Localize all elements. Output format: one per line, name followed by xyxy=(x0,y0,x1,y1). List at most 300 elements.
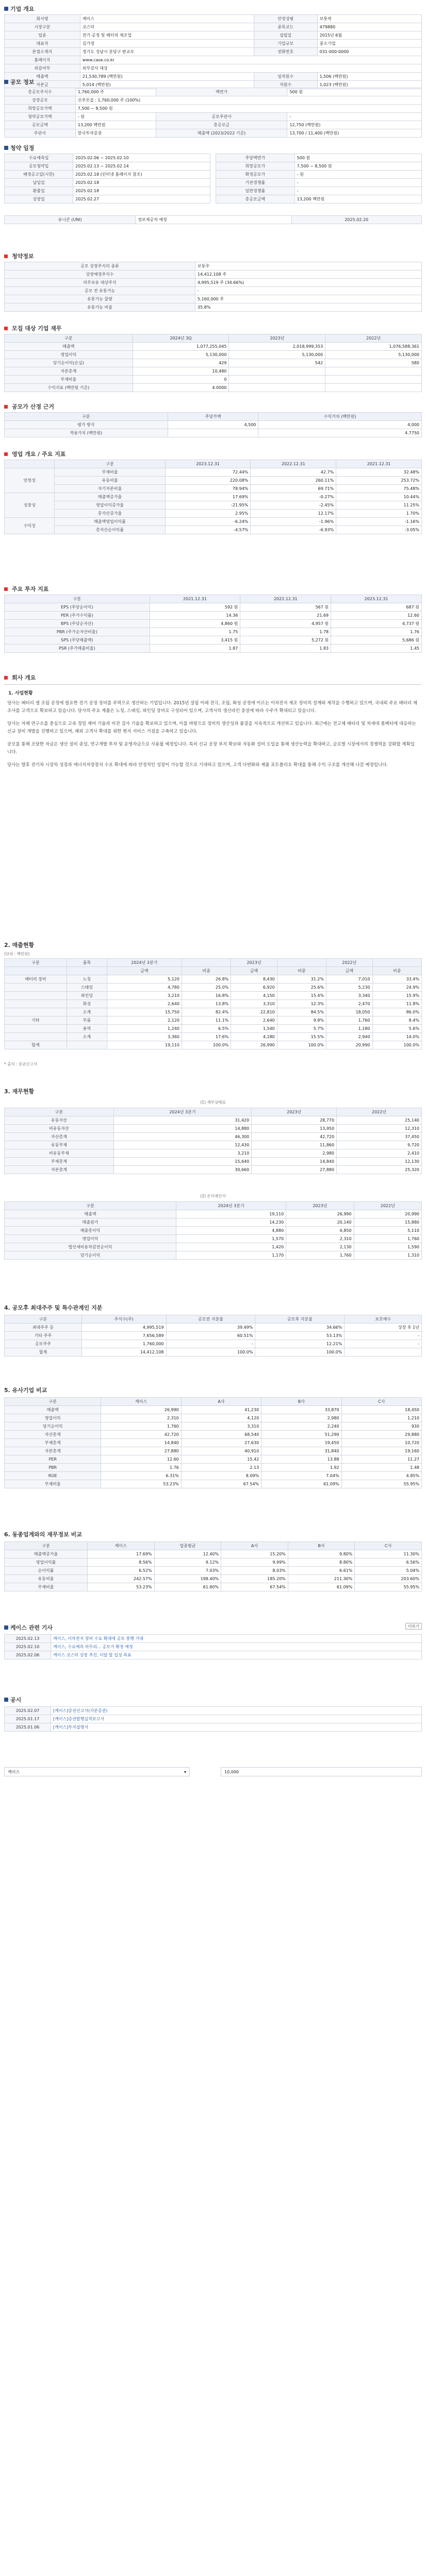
table-cell: 100.0% xyxy=(372,1041,421,1049)
row-label: 자본총계 xyxy=(5,1166,114,1174)
table-cell: 2.13 xyxy=(181,1464,261,1472)
business-paragraph: 당사는 향후 전기차 시장의 성장과 에너지저장장치 수요 확대에 따라 안정적인 성장이 가능할 것으로 기대하고 있으며, 고객 다변화와 제품 포트폴리오 확대를 통해 수익 구조를 개선해 나갈 예정입니다. xyxy=(7,762,388,768)
table-cell: 15,880 xyxy=(354,1218,421,1227)
row-label: 용역 xyxy=(67,1025,107,1033)
table-cell: 2.95% xyxy=(165,510,251,518)
section-title-offering: 공모 정보 xyxy=(4,77,34,87)
table-row xyxy=(5,1550,422,1558)
row-label: ROE xyxy=(5,1472,101,1480)
news-more-button[interactable]: 더보기 xyxy=(405,1623,422,1630)
table-cell: 2,940 xyxy=(326,1033,372,1041)
row-value: - xyxy=(195,287,421,295)
table-cell: 2,470 xyxy=(326,1000,372,1008)
table-cell: 25,140 xyxy=(337,1116,422,1125)
bs-table xyxy=(4,1108,422,1174)
row-label: 매출액 xyxy=(5,1406,101,1414)
table-cell: 60.51% xyxy=(166,1332,255,1340)
table-cell: 12.17% xyxy=(251,510,336,518)
row-value: 1,023 (백만원) xyxy=(317,81,421,89)
table-cell: 16.8% xyxy=(182,992,231,1000)
table-row xyxy=(5,493,422,501)
row-label: 상장일 xyxy=(5,195,73,204)
table-cell: 21.69 xyxy=(240,612,331,620)
news-row xyxy=(5,1643,422,1651)
bullet-icon xyxy=(4,255,8,258)
table-cell: 260.11% xyxy=(251,477,336,485)
row-label: 안정성평 xyxy=(254,15,317,23)
column-header: 수익가치 (백만원) xyxy=(258,413,422,421)
row-value: 경기도 성남시 분당구 판교로 xyxy=(80,48,254,56)
row-value: 13,700 / 11,400 (백만원) xyxy=(287,129,422,138)
table-row xyxy=(5,15,422,23)
table-row xyxy=(5,1575,422,1583)
row-label: 순이익률 xyxy=(5,1567,88,1575)
column-header: B사 xyxy=(261,1398,341,1406)
column-header: 주식수(주) xyxy=(81,1315,166,1324)
row-label: 매출원가 xyxy=(5,1218,176,1227)
column-header xyxy=(5,460,55,468)
table-cell xyxy=(325,376,422,384)
column-header: 업종평균 xyxy=(154,1542,221,1550)
table-cell: 5,230 xyxy=(326,984,372,992)
row-label: EPS (주당순이익) xyxy=(5,603,150,612)
table-cell: 100.0% xyxy=(255,1348,345,1357)
table-cell: 1,180 xyxy=(326,1025,372,1033)
news-link[interactable]: 케이스 코스닥 상장 추진, 이달 말 입성 목표 xyxy=(51,1651,422,1659)
news-row xyxy=(5,1651,422,1659)
row-label: 자산총계 xyxy=(5,1431,101,1439)
row-label: 수요예측일 xyxy=(5,154,73,162)
is-table xyxy=(4,1201,422,1260)
row-value: 35.8% xyxy=(195,303,421,312)
column-header: 금액 xyxy=(231,967,277,975)
column-header: 구분 xyxy=(55,460,165,468)
table-cell: 15.42 xyxy=(181,1455,261,1464)
table-cell: 1.70% xyxy=(336,510,422,518)
row-label: 부채비율 xyxy=(5,1480,101,1488)
row-label: 당기순이익(손실) xyxy=(5,359,133,367)
news-link[interactable]: 케이스, 수요예측 마무리… 공모가 확정 예정 xyxy=(51,1643,422,1651)
table-row xyxy=(5,1227,422,1235)
table-cell: 2,640 xyxy=(231,1016,277,1025)
header-row xyxy=(5,967,422,975)
table-cell: 4,150 xyxy=(231,992,277,1000)
column-header: 구분 xyxy=(5,1202,176,1210)
table-row xyxy=(5,1158,422,1166)
bullet-icon xyxy=(4,1625,8,1630)
table-cell: 27,630 xyxy=(181,1439,261,1447)
table-cell: 25.6% xyxy=(277,984,326,992)
table-cell: 6,920 xyxy=(231,984,277,992)
table-cell: 2,980 xyxy=(252,1149,337,1158)
row-label: 총공모금 xyxy=(156,121,287,129)
row-label: 기업규모 xyxy=(254,40,317,48)
table-cell: 3,210 xyxy=(113,1149,252,1158)
row-label: 매출액 xyxy=(5,343,133,351)
table-cell: 39.49% xyxy=(166,1324,255,1332)
table-cell: -6.24% xyxy=(165,518,251,526)
disclosure-link[interactable]: [케이스]증권발행실적보고서 xyxy=(51,1715,422,1723)
table-cell: 542 xyxy=(229,359,325,367)
table-cell xyxy=(345,1348,422,1357)
section-sales xyxy=(4,941,422,1075)
table-row xyxy=(5,1406,422,1414)
is-title: (2) 손익계산서 xyxy=(200,1194,226,1198)
company-select[interactable]: 케이스 ▾ xyxy=(4,1767,190,1776)
table-row xyxy=(5,1439,422,1447)
row-value: - xyxy=(294,187,421,195)
table-cell: 6.5% xyxy=(182,1025,231,1033)
table-row xyxy=(5,477,422,485)
group-label: 안정성 xyxy=(5,468,55,493)
table-cell: 3,340 xyxy=(326,992,372,1000)
disclosure-date: 2025.01.06 xyxy=(5,1723,51,1732)
bullet-icon xyxy=(4,80,8,84)
row-label: 총공모금액 xyxy=(216,195,295,204)
table-cell: 32.48% xyxy=(336,468,422,477)
table-cell xyxy=(229,367,325,376)
table-cell: 15.4% xyxy=(277,992,326,1000)
row-label: 자본총계 xyxy=(5,1447,101,1455)
table-row xyxy=(5,1447,422,1455)
table-cell xyxy=(229,376,325,384)
table-cell: 10.44% xyxy=(336,493,422,501)
table-cell: 84.5% xyxy=(277,1008,326,1016)
table-row xyxy=(5,154,210,162)
table-cell: 2,120 xyxy=(107,1016,182,1025)
table-row xyxy=(5,40,422,48)
table-row xyxy=(5,1218,422,1227)
column-header: 2021.12.31 xyxy=(150,595,240,603)
table-cell: 33,870 xyxy=(261,1406,341,1414)
table-row xyxy=(5,1455,422,1464)
bs-title: (1) 재무상태표 xyxy=(200,1100,226,1105)
column-header: 보호예수 xyxy=(345,1315,422,1324)
table-row xyxy=(5,526,422,534)
row-value: 2015년 6월 xyxy=(317,31,421,40)
row-label: 영업이익 xyxy=(5,1235,176,1243)
row-label: 최대주주 등 xyxy=(5,1324,82,1332)
column-header: 2021.12.31 xyxy=(336,460,422,468)
table-cell: 27,880 xyxy=(252,1166,337,1174)
row-value: 2025.02.06 ~ 2025.02.10 xyxy=(73,154,210,162)
row-label: 상장공모 xyxy=(5,96,76,105)
table-cell: 9,720 xyxy=(337,1141,422,1149)
table-row xyxy=(5,1008,422,1016)
column-header: 구분 xyxy=(5,1398,101,1406)
column-header xyxy=(182,959,231,967)
business-paragraph: 당사는 자체 연구소를 중심으로 고속 정밀 제어 기술과 비전 검사 기술을 확보하고 있으며, 이를 바탕으로 장비의 생산성과 품질을 지속적으로 개선하고 있습니다. 최근에는 전고체 배터리 및 차세대 폼팩터에 대응하는 신규 장비 개발을 진행하고 있으며, 해외 고객사 확대를 위한 현지 서비스 거점을 구축하고 있습니다. xyxy=(7,721,416,734)
group-label: 성장성 xyxy=(5,493,55,518)
disclosure-row xyxy=(5,1707,422,1715)
table-cell: 20,140 xyxy=(286,1218,354,1227)
table-cell: 8.80% xyxy=(288,1558,355,1567)
table-row xyxy=(5,1210,422,1218)
table-cell: 68,540 xyxy=(181,1431,261,1439)
table-cell: 17.6% xyxy=(182,1033,231,1041)
table-row xyxy=(5,628,422,636)
table-row xyxy=(5,468,422,477)
table-row xyxy=(5,1033,422,1041)
table-cell: 185.20% xyxy=(221,1575,288,1583)
table-cell: 1,540 xyxy=(231,1025,277,1033)
column-header xyxy=(372,959,421,967)
table-cell: 55.95% xyxy=(355,1583,422,1591)
column-header: 2023년 xyxy=(229,334,325,343)
table-cell: 8.4% xyxy=(372,1016,421,1025)
row-label: 총자산순이익률 xyxy=(55,526,165,534)
table-row xyxy=(5,1125,422,1133)
row-label: 공모금액 xyxy=(5,121,76,129)
row-label: 영업이익 xyxy=(5,351,133,359)
table-cell: 42,720 xyxy=(101,1431,181,1439)
row-label: 공모주주 xyxy=(5,1340,82,1348)
row-value: 보통주 xyxy=(195,262,421,270)
table-cell: - xyxy=(345,1340,422,1348)
table-row xyxy=(5,1133,422,1141)
row-label xyxy=(67,1041,107,1049)
row-label: 유동부채 xyxy=(5,1141,114,1149)
row-label: 자기자본비율 xyxy=(55,485,165,493)
row-value: 2025.02.27 xyxy=(73,195,210,204)
table-cell: 2,130 xyxy=(286,1243,354,1251)
table-cell: -3.05% xyxy=(336,526,422,534)
row-label: 주관사 xyxy=(5,129,76,138)
table-cell: 1,760,000 xyxy=(81,1340,166,1348)
dilution-table xyxy=(4,1315,422,1357)
row-value: 한국투자증권 xyxy=(75,129,156,138)
table-row xyxy=(216,171,422,179)
column-header: 2023.12.31 xyxy=(165,460,251,468)
peer-title: 6. 동종업계와의 재무정보 비교 xyxy=(4,1531,82,1538)
table-row xyxy=(5,1422,422,1431)
table-row xyxy=(5,1116,422,1125)
disclosure-link[interactable]: [케이스]증권신고서(지분증권) xyxy=(51,1707,422,1715)
news-row xyxy=(5,1635,422,1643)
bullet-icon xyxy=(4,405,8,409)
section-title-per: 주요 투자 지표 xyxy=(4,584,48,594)
row-value: 7,500 ~ 8,500 원 xyxy=(75,105,421,113)
table-cell: 10,720 xyxy=(341,1439,421,1447)
table-row xyxy=(5,113,422,121)
business-subtitle: 1. 사업현황 xyxy=(8,691,33,696)
column-header: 2024년 3분기 xyxy=(176,1202,286,1210)
section-disclosure xyxy=(4,1695,422,1757)
table-cell: 1,760 xyxy=(101,1422,181,1431)
table-row xyxy=(5,645,422,653)
row-label: 매출액 (2023/2022 기준) xyxy=(156,129,287,138)
row-value: 코스닥 xyxy=(80,23,254,31)
peer-table xyxy=(4,1541,422,1591)
column-header: 2024년 3분기 xyxy=(107,959,182,967)
row-label: 합계 xyxy=(5,1041,67,1049)
table-row xyxy=(5,603,422,612)
row-label: 매출액 xyxy=(5,73,80,81)
table-cell: 211.30% xyxy=(288,1575,355,1583)
disclosure-date: 2025.02.07 xyxy=(5,1707,51,1715)
row-label: 총공모주식수 xyxy=(5,88,76,96)
row-label: 배정공고일(시한) xyxy=(5,171,73,179)
table-cell: 13.8% xyxy=(182,1000,231,1008)
row-label: 부채비율 xyxy=(5,1583,88,1591)
row-value: 031-000-0000 xyxy=(317,48,421,56)
table-cell: 5,110 xyxy=(354,1227,421,1235)
row-value: - xyxy=(287,113,422,121)
table-cell: 1.87 xyxy=(150,645,240,653)
row-label: 유동비율 xyxy=(5,1575,88,1583)
row-label: 대표자 xyxy=(5,40,80,48)
row-label: 유통가능 물량 xyxy=(5,295,195,303)
table-cell: 3,360 xyxy=(107,1033,182,1041)
table-cell: 5,272 원 xyxy=(240,636,331,645)
row-value: 4,995,519 주 (34.66%) xyxy=(195,279,421,287)
row-label xyxy=(5,992,67,1000)
table-cell: 6.31% xyxy=(101,1472,181,1480)
table-cell: 20,990 xyxy=(326,1041,372,1049)
table-cell: 31,840 xyxy=(261,1447,341,1455)
bullet-icon xyxy=(4,146,8,150)
table-cell: 33.4% xyxy=(372,975,421,984)
comparison-title: 5. 유사기업 비교 xyxy=(4,1387,47,1394)
disclosure-row xyxy=(5,1715,422,1723)
table-row xyxy=(5,88,422,96)
table-cell: 14.0% xyxy=(372,1033,421,1041)
table-cell: -4.57% xyxy=(165,526,251,534)
table-cell: 51,290 xyxy=(261,1431,341,1439)
row-label: 부채총계 xyxy=(5,1158,114,1166)
table-cell: 67.54% xyxy=(181,1480,261,1488)
table-cell: 42.7% xyxy=(251,468,336,477)
row-label: 합계 xyxy=(5,1348,82,1357)
table-row xyxy=(5,429,422,437)
schedule-right-table xyxy=(216,154,422,204)
row-label: 비유동부채 xyxy=(5,1149,114,1158)
column-header: 케이스 xyxy=(87,1542,154,1550)
table-cell: - xyxy=(345,1332,422,1340)
section-title-growth: 영업 개요 / 주요 지표 xyxy=(4,449,65,459)
table-cell: 100.0% xyxy=(182,1041,231,1049)
column-header: 2024년 3분기 xyxy=(113,1108,252,1116)
table-cell: 26.8% xyxy=(182,975,231,984)
table-cell: 4,780 xyxy=(107,984,182,992)
table-cell: 26,990 xyxy=(231,1041,277,1049)
row-value: 21,530,789 (백만원) xyxy=(80,73,254,81)
news-link[interactable]: 케이스, 이차전지 장비 수요 확대에 공모 흥행 기대 xyxy=(51,1635,422,1643)
schedule-footer-cell: 유니콘 (UNI) xyxy=(5,216,136,224)
table-cell: 20,990 xyxy=(354,1210,421,1218)
table-cell: 12,310 xyxy=(337,1125,422,1133)
row-label: 희망공모가 xyxy=(216,162,295,171)
table-cell: 19,160 xyxy=(341,1447,421,1455)
table-cell: 2,310 xyxy=(286,1235,354,1243)
table-cell: 1,077,255,045 xyxy=(133,343,229,351)
row-value: 1,760,000 주 xyxy=(75,88,156,96)
table-row xyxy=(5,1141,422,1149)
table-cell: 12.21% xyxy=(255,1340,345,1348)
table-cell: 14.36 xyxy=(150,612,240,620)
row-value: 케이스 xyxy=(80,15,254,23)
row-value: 5,014 (백만원) xyxy=(80,81,254,89)
row-value: 7,500 ~ 8,500 원 xyxy=(294,162,421,171)
table-row xyxy=(5,195,210,204)
column-header: 2022.12.31 xyxy=(240,595,331,603)
row-label: 영업이익 xyxy=(5,1414,101,1422)
row-label: 노칭 xyxy=(67,975,107,984)
column-header: 공모후 지분율 xyxy=(255,1315,345,1324)
row-label: SPS (주당매출액) xyxy=(5,636,150,645)
table-cell: 11.8% xyxy=(372,1000,421,1008)
row-label: 소계 xyxy=(67,1033,107,1041)
row-label xyxy=(5,984,67,992)
table-cell: 6.61% xyxy=(288,1567,355,1575)
table-cell: 6.52% xyxy=(87,1567,154,1575)
table-cell xyxy=(229,384,325,392)
table-cell: 15,750 xyxy=(107,1008,182,1016)
disclosure-link[interactable]: [케이스]투자설명서 xyxy=(51,1723,422,1732)
business-paragraph: 공모를 통해 조달한 자금은 생산 설비 증설, 연구개발 투자 및 운영자금으로 사용될 예정입니다. 특히 신규 공장 부지 확보와 자동화 설비 도입을 통해 생산능력을 확대하고, 글로벌 시장에서의 경쟁력을 강화할 계획입니다. xyxy=(7,742,415,755)
section-schedule xyxy=(4,143,422,246)
table-cell: 15,640 xyxy=(113,1158,252,1166)
table-cell: 4,500 xyxy=(168,421,258,429)
table-cell: -1.16% xyxy=(336,518,422,526)
table-cell: 37,450 xyxy=(337,1133,422,1141)
row-label: 유동비율 xyxy=(55,477,165,485)
per-table xyxy=(4,595,422,653)
table-row xyxy=(216,195,422,204)
row-label: 매출액증가율 xyxy=(5,1550,88,1558)
table-cell: 14,880 xyxy=(113,1125,252,1133)
table-cell: 2,640 xyxy=(107,1000,182,1008)
table-cell: 17.69% xyxy=(87,1550,154,1558)
bullet-icon xyxy=(4,587,8,591)
table-cell: 1,240 xyxy=(107,1025,182,1033)
table-cell: -6.93% xyxy=(251,526,336,534)
row-label: 청약공모가액 xyxy=(5,113,76,121)
table-row xyxy=(5,518,422,526)
schedule-footer-table xyxy=(4,215,422,224)
table-cell: 53.23% xyxy=(87,1583,154,1591)
table-cell: 5,120 xyxy=(107,975,182,984)
table-row xyxy=(5,179,210,187)
table-row xyxy=(5,129,422,138)
row-label: PBR xyxy=(5,1464,101,1472)
table-row xyxy=(5,367,422,376)
row-label: 총자산증가율 xyxy=(55,510,165,518)
table-cell: 3,210 xyxy=(107,992,182,1000)
table-cell: 4.7750 xyxy=(258,429,422,437)
row-label: 환불일 xyxy=(5,187,73,195)
table-cell: 22,810 xyxy=(231,1008,277,1016)
bullet-icon xyxy=(4,327,8,330)
table-cell: 6.56% xyxy=(355,1558,422,1567)
table-cell: 18,450 xyxy=(341,1406,421,1414)
table-cell: 19,450 xyxy=(261,1439,341,1447)
row-label: 법인세비용차감전순이익 xyxy=(5,1243,176,1251)
table-cell: 198.40% xyxy=(154,1575,221,1583)
table-cell: 61.09% xyxy=(288,1583,355,1591)
table-cell: 61.80% xyxy=(154,1583,221,1591)
row-label: 회사명 xyxy=(5,15,80,23)
table-cell: 11.30% xyxy=(355,1550,422,1558)
table-cell: 3,415 원 xyxy=(150,636,240,645)
row-label: 부채비율 xyxy=(55,468,165,477)
table-cell: 25,320 xyxy=(337,1166,422,1174)
column-header: C사 xyxy=(341,1398,421,1406)
section-shares xyxy=(4,251,422,318)
table-cell: 4,180 xyxy=(231,1033,277,1041)
bullet-icon xyxy=(4,1698,8,1702)
row-value: 14,412,108 주 xyxy=(195,270,421,279)
